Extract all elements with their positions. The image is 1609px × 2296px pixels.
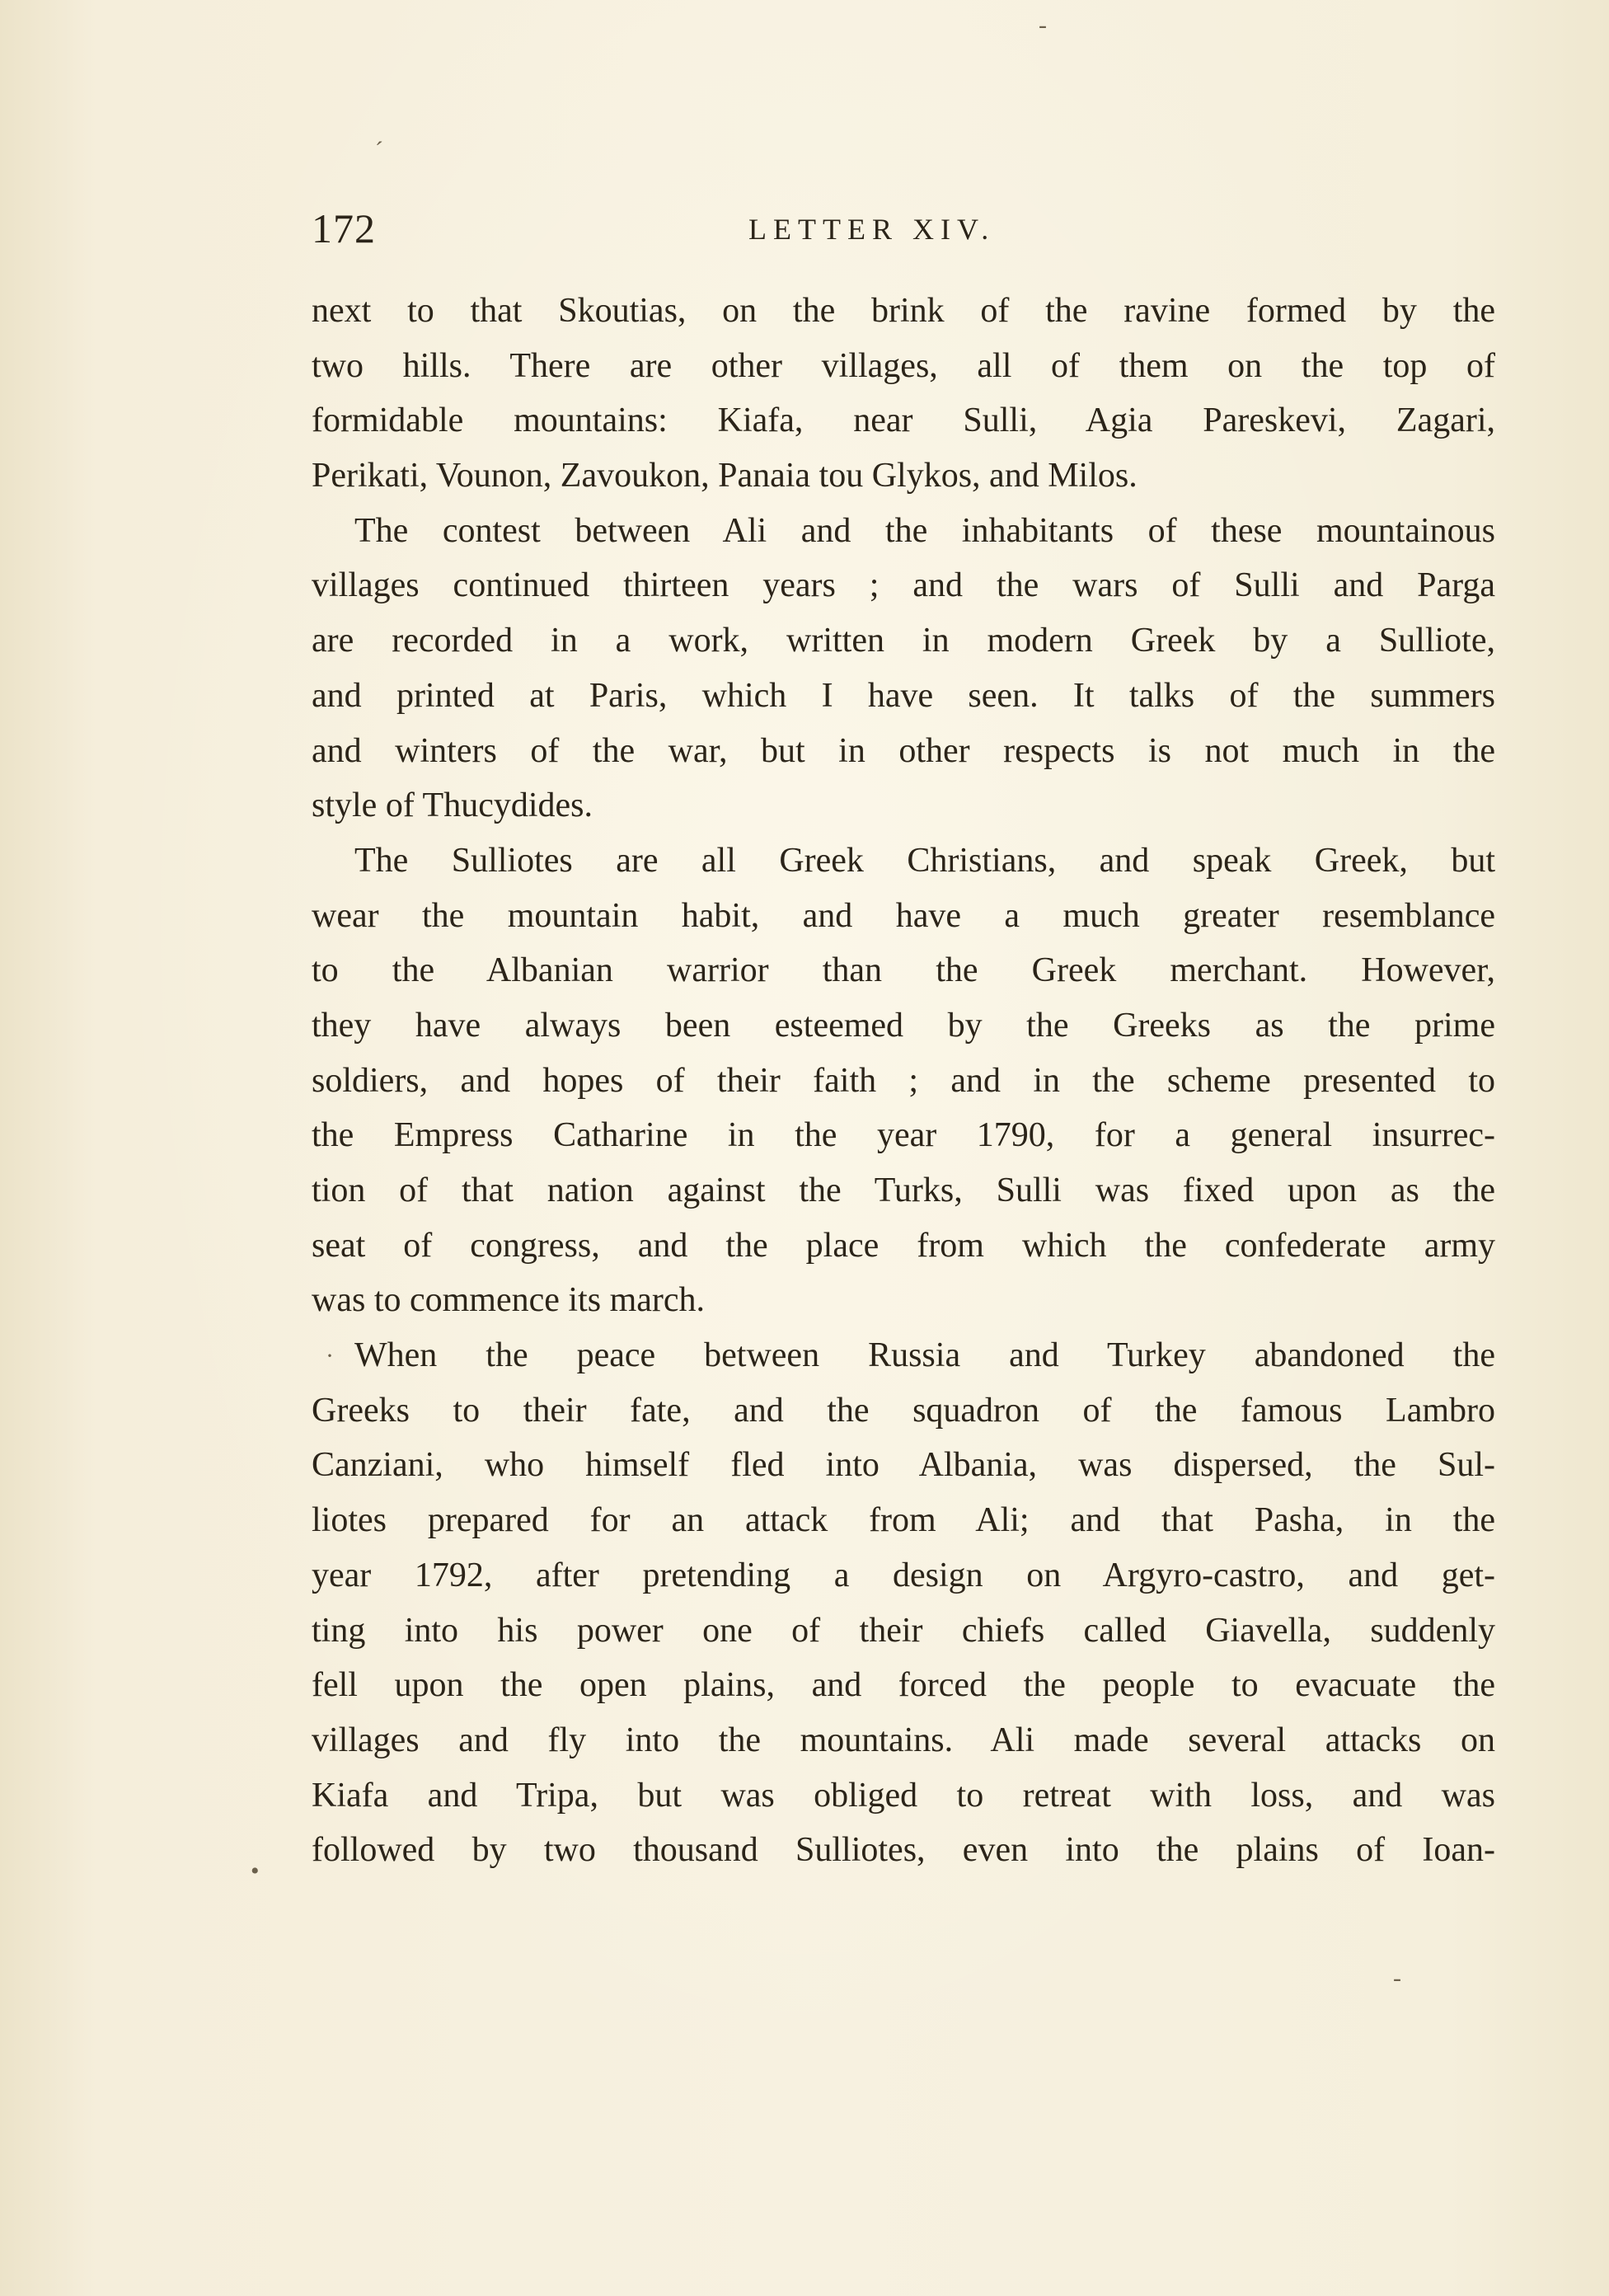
text-line: wear the mountain habit, and have a much greater resemblance — [312, 896, 1495, 935]
text-line: seat of congress, and the place from which the confederate army — [312, 1226, 1495, 1265]
text-line: liotes prepared for an attack from Ali; and that Pasha, in the — [312, 1501, 1495, 1540]
text-line: followed by two thousand Sulliotes, even into the plains of Ioan- — [312, 1831, 1495, 1870]
ink-speck: · — [326, 1342, 334, 1369]
text-line: style of Thucydides. — [312, 786, 593, 825]
page-header — [312, 200, 1495, 257]
text-line: The Sulliotes are all Greek Christians, and speak Greek, but — [354, 841, 1495, 880]
ink-speck: • — [251, 1857, 260, 1885]
text-line: soldiers, and hopes of their faith ; and in the scheme presented to — [312, 1061, 1495, 1100]
text-line: tion of that nation against the Turks, Sulli was fixed upon as the — [312, 1171, 1495, 1209]
text-line: they have always been esteemed by the Greeks as the prime — [312, 1006, 1495, 1045]
running-head: LETTER XIV. — [748, 213, 996, 246]
text-line: to the Albanian warrior than the Greek merchant. However, — [312, 951, 1495, 990]
text-line: ting into his power one of their chiefs called Giavella, suddenly — [312, 1611, 1495, 1650]
body-text — [312, 284, 1495, 1878]
text-line: and printed at Paris, which I have seen. It talks of the summers — [312, 676, 1495, 715]
ink-speck: ˊ — [375, 137, 383, 164]
text-line: villages continued thirteen years ; and the wars of Sulli and Parga — [312, 566, 1495, 605]
text-line: fell upon the open plains, and forced the people to evacuate the — [312, 1666, 1495, 1705]
text-line: next to that Skoutias, on the brink of the ravine formed by the — [312, 292, 1495, 330]
text-line: The contest between Ali and the inhabitants of these mountainous — [354, 511, 1495, 550]
ink-speck: - — [1039, 12, 1047, 39]
text-line: was to commence its march. — [312, 1281, 706, 1320]
page-number: 172 — [312, 205, 376, 251]
text-line: year 1792, after pretending a design on Argyro-castro, and get- — [312, 1556, 1495, 1594]
text-line: villages and fly into the mountains. Ali made several attacks on — [312, 1721, 1495, 1759]
ink-speck: - — [1393, 1965, 1401, 1992]
text-line: Perikati, Vounon, Zavoukon, Panaia tou Glykos, and Milos. — [312, 457, 1138, 495]
text-line: the Empress Catharine in the year 1790, for a general insurrec- — [312, 1116, 1495, 1155]
text-line: Kiafa and Tripa, but was obliged to retreat with loss, and was — [312, 1776, 1495, 1815]
text-line: two hills. There are other villages, all of them on the top of — [312, 346, 1495, 385]
text-line: Greeks to their fate, and the squadron of the famous Lambro — [312, 1391, 1495, 1430]
text-line: are recorded in a work, written in modern Greek by a Sulliote, — [312, 622, 1495, 660]
text-line: formidable mountains: Kiafa, near Sulli, Agia Pareskevi, Zagari, — [312, 401, 1495, 440]
text-line: and winters of the war, but in other respects is not much in the — [312, 731, 1495, 770]
text-line: When the peace between Russia and Turkey abandoned the — [354, 1336, 1495, 1375]
text-line: Canziani, who himself fled into Albania, was dispersed, the Sul- — [312, 1446, 1495, 1485]
